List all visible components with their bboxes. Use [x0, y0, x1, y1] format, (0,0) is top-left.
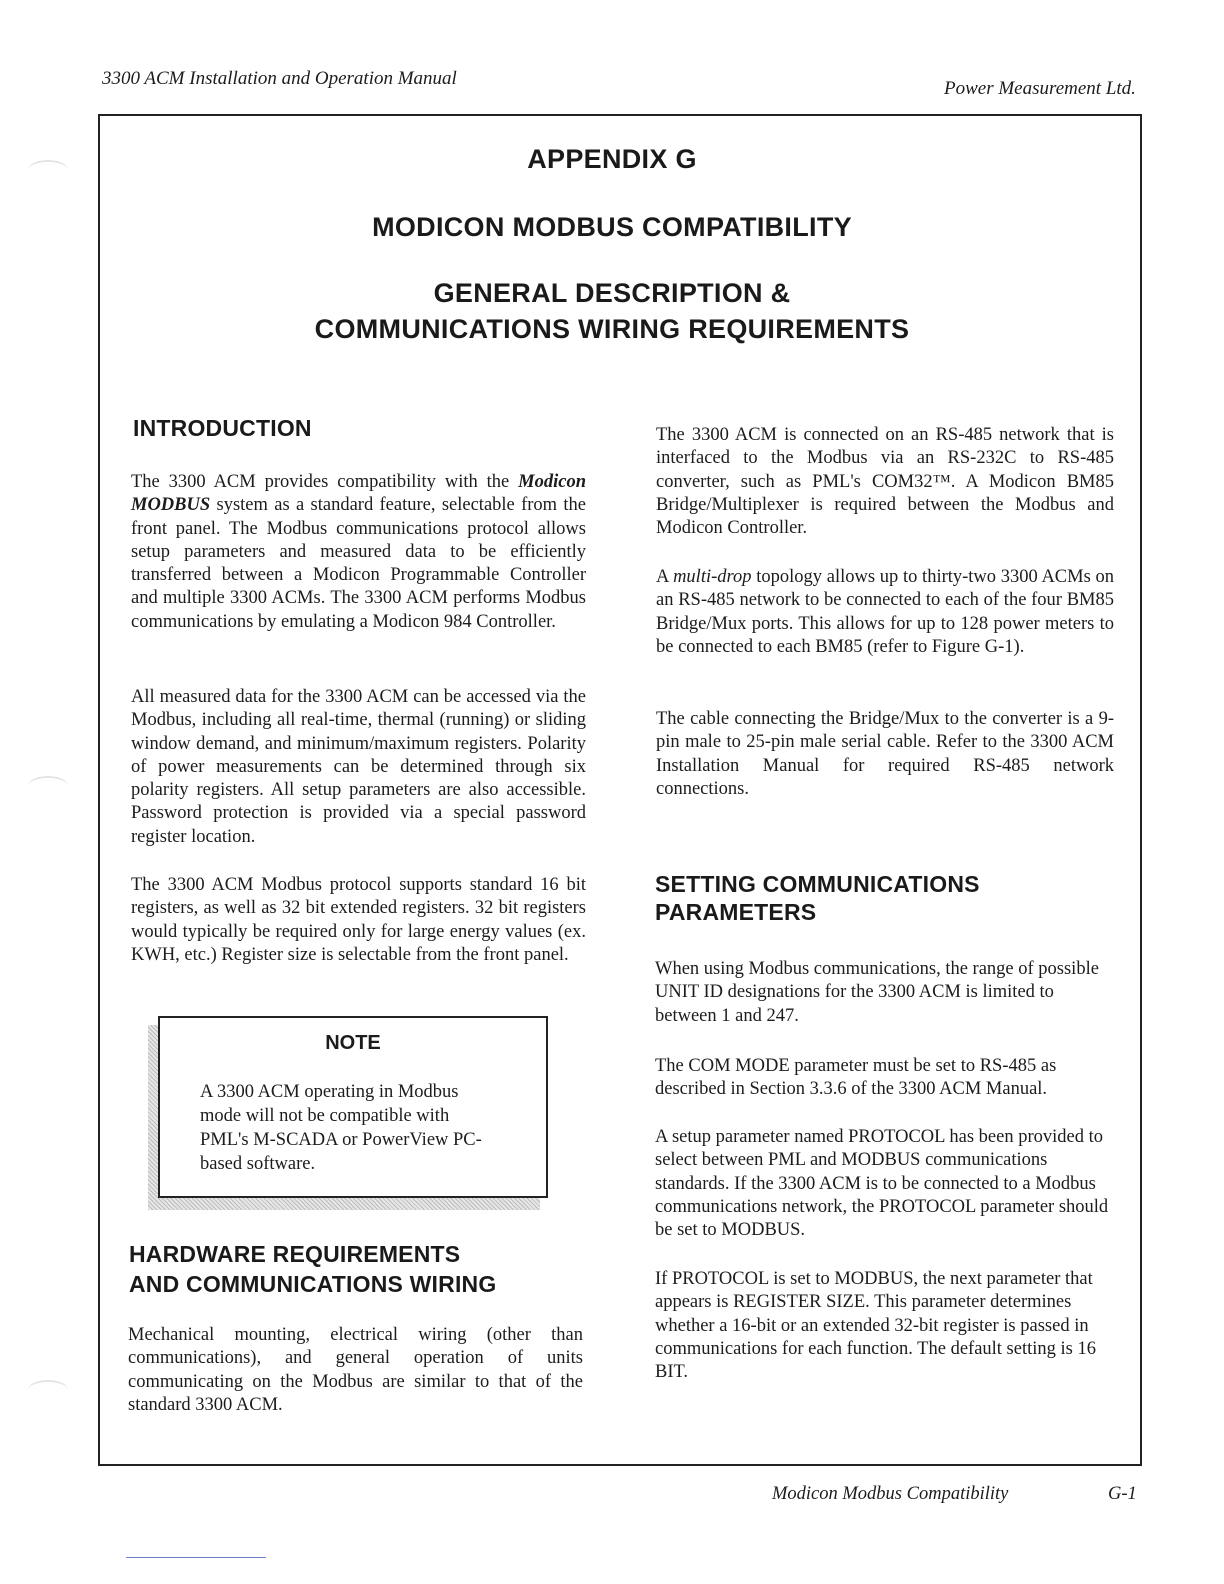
note-box [158, 1016, 548, 1198]
multi-drop-emphasis: multi-drop [673, 567, 752, 587]
intro-paragraph-1: The 3300 ACM provides compatibility with the Modicon MODBUS system as a standard feature, selectable from the front panel. The Modbus communications protocol allows setup parameters and measured data to be efficiently transferred between a Modicon Programmable Controller and multiple 3300 ACMs. The 3300 ACM performs Modbus communications by emulating a Modicon 984 Controller. [131, 472, 586, 632]
note-text: A 3300 ACM operating in Modbus mode will not be compatible with PML's M-SCADA or PowerView PC-based software. [200, 1082, 482, 1174]
appendix-subject: MODICON MODBUS COMPATIBILITY [372, 212, 852, 242]
rs485-paragraph-2: A multi-drop topology allows up to thirty-two 3300 ACMs on an RS-485 network to be connected to each of the four BM85 Bridge/Mux ports. This allows for up to 128 power meters to be connected to each BM85 (refer to Figure G-1). [656, 567, 1115, 657]
running-header-company: Power Measurement Ltd. [944, 78, 1136, 99]
setting-paragraph-1: When using Modbus communications, the range of possible UNIT ID designations for the 3300 ACM is limited to between 1 and 247. [655, 959, 1099, 1026]
page-number: G-1 [1108, 1484, 1137, 1504]
appendix-title: APPENDIX G [527, 144, 697, 174]
intro-paragraph-2: All measured data for the 3300 ACM can be accessed via the Modbus, including all real-time, thermal (running) or sliding window demand, and minimum/maximum registers. Polarity of power measurements can be determined through six polarity registers. All setup parameters are also accessible. Password protection is provided via a special password register location. [131, 687, 586, 847]
section-title-line1: GENERAL DESCRIPTION & [433, 278, 791, 308]
setting-heading-line2: PARAMETERS [655, 899, 817, 925]
hardware-paragraph: Mechanical mounting, electrical wiring (other than communications), and general operation of units communicating on the Modbus are similar to that of the standard 3300 ACM. [128, 1325, 583, 1415]
running-header-title: 3300 ACM Installation and Operation Manual [102, 68, 457, 89]
footer-title: Modicon Modbus Compatibility [772, 1484, 1009, 1504]
hardware-heading-line2: AND COMMUNICATIONS WIRING [129, 1271, 497, 1297]
rs485-paragraph-3: The cable connecting the Bridge/Mux to the converter is a 9-pin male to 25-pin male serial cable. Refer to the 3300 ACM Installation Manual for required RS-485 network connections. [656, 709, 1114, 799]
binder-hole-mark [28, 776, 68, 796]
section-title-line2: COMMUNICATIONS WIRING REQUIREMENTS [314, 314, 910, 344]
hardware-heading-line1: HARDWARE REQUIREMENTS [129, 1241, 461, 1267]
setting-heading-line1: SETTING COMMUNICATIONS [655, 871, 980, 897]
note-title: NOTE [325, 1032, 381, 1054]
setting-paragraph-2: The COM MODE parameter must be set to RS-485 as described in Section 3.3.6 of the 3300 ACM Manual. [655, 1056, 1057, 1100]
modicon-modbus-emphasis: Modicon MODBUS [131, 472, 586, 516]
scan-artifact-line [126, 1557, 266, 1558]
setting-paragraph-3: A setup parameter named PROTOCOL has been provided to select between PML and MODBUS communications standards. If the 3300 ACM is to be connected to a Modbus communications network, the PROTOCOL parameter should be set to MODBUS. [655, 1127, 1109, 1241]
binder-hole-mark [28, 1380, 68, 1400]
rs485-paragraph-1: The 3300 ACM is connected on an RS-485 network that is interfaced to the Modbus via an RS-232C to RS-485 converter, such as PML's COM32™. A Modicon BM85 Bridge/Multiplexer is required between the Modbus and Modicon Controller. [656, 425, 1114, 539]
setting-paragraph-4: If PROTOCOL is set to MODBUS, the next parameter that appears is REGISTER SIZE. This parameter determines whether a 16-bit or an extended 32-bit register is passed in communications for each function. The default setting is 16 BIT. [655, 1269, 1096, 1383]
intro-paragraph-3: The 3300 ACM Modbus protocol supports standard 16 bit registers, as well as 32 bit extended registers. 32 bit registers would typically be required only for large energy values (ex. KWH, etc.) Register size is selectable from the front panel. [131, 875, 586, 965]
introduction-heading: INTRODUCTION [133, 415, 312, 441]
